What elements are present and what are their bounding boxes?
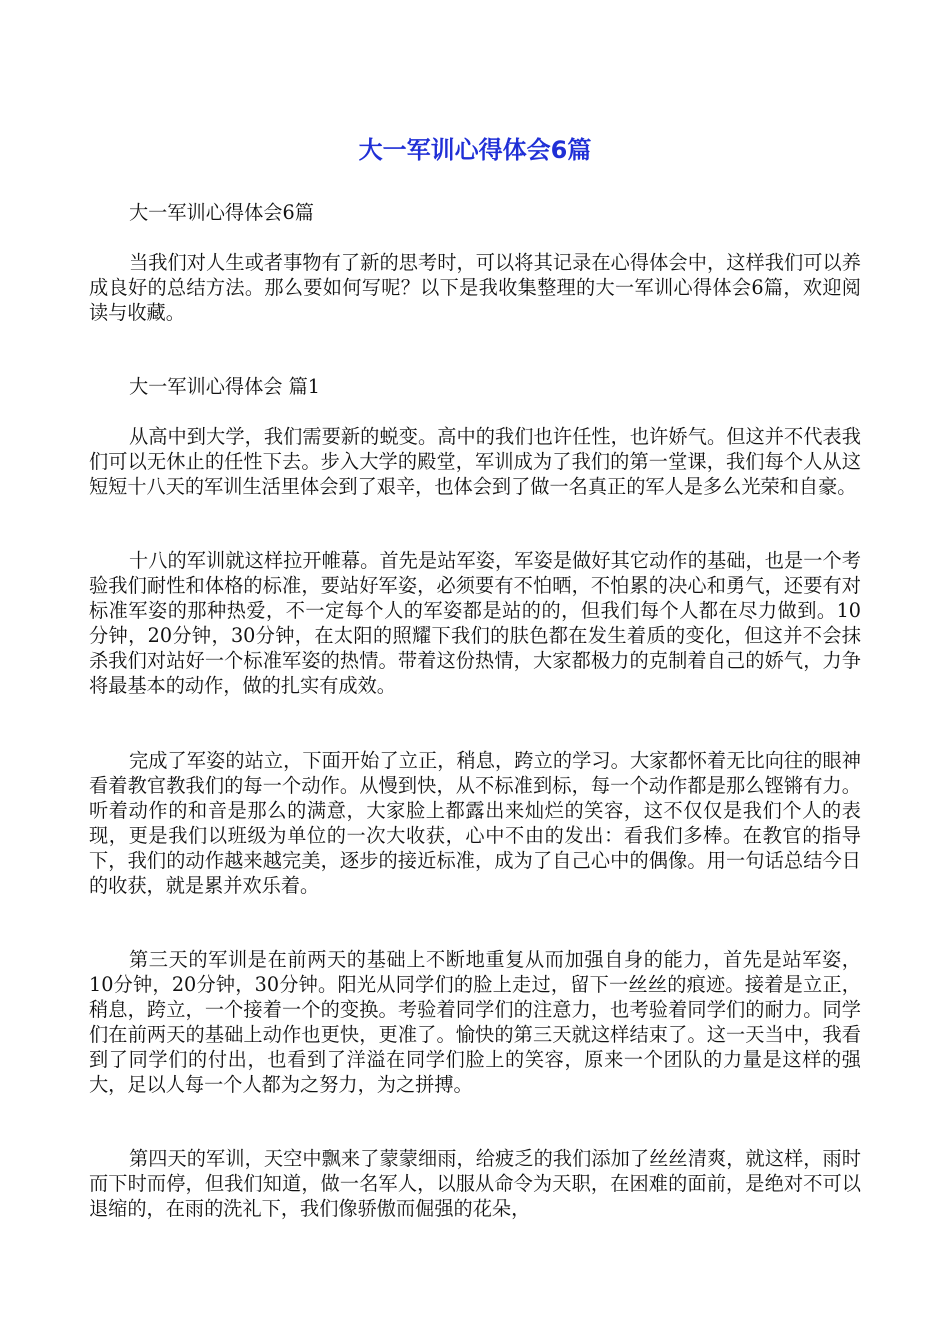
- body-paragraph-2: 十八的军训就这样拉开帷幕。首先是站军姿，军姿是做好其它动作的基础，也是一个考验我们耐性和体格的标准，要站好军姿，必须要有不怕晒，不怕累的决心和勇气，还要有对标准军姿的那种热爱，不一定每个人的军姿都是站的的，但我们每个人都在尽力做到。10分钟，20分钟，30分钟，在太阳的照耀下我们的肤色都在发生着质的变化，但这并不会抹杀我们对站好一个标准军姿的热情。带着这份热情，大家都极力的克制着自己的娇气，力争将最基本的动作，做的扎实有成效。: [89, 549, 861, 697]
- body-paragraph-1: 从高中到大学，我们需要新的蜕变。高中的我们也许任性，也许娇气。但这并不代表我们可以无休止的任性下去。步入大学的殿堂，军训成为了我们的第一堂课，我们每个人从这短短十八天的军训生活里体会到了艰辛，也体会到了做一名真正的军人是多么光荣和自豪。: [89, 425, 861, 498]
- body-paragraph-4: 第三天的军训是在前两天的基础上不断地重复从而加强自身的能力，首先是站军姿，10分钟，20分钟，30分钟。阳光从同学们的脸上走过，留下一丝丝的痕迹。接着是立正，稍息，跨立，一个接着一个的变换。考验着同学们的注意力，也考验着同学们的耐力。同学们在前两天的基础上动作也更快，更准了。愉快的第三天就这样结束了。这一天当中，我看到了同学们的付出，也看到了洋溢在同学们脸上的笑容，原来一个团队的力量是这样的强大，足以人每一个人都为之努力，为之拼搏。: [89, 948, 861, 1096]
- document-subtitle: 大一军训心得体会6篇: [129, 201, 314, 224]
- body-paragraph-5: 第四天的军训，天空中飘来了蒙蒙细雨，给疲乏的我们添加了丝丝清爽，就这样，雨时而下时而停，但我们知道，做一名军人，以服从命令为天职，在困难的面前，是绝对不可以退缩的，在雨的洗礼下，我们像骄傲而倔强的花朵，: [89, 1147, 861, 1220]
- section-heading: 大一军训心得体会 篇1: [129, 375, 320, 398]
- document-title: 大一军训心得体会6篇: [358, 136, 592, 164]
- body-paragraph-3: 完成了军姿的站立，下面开始了立正，稍息，跨立的学习。大家都怀着无比向往的眼神看着教官教我们的每一个动作。从慢到快，从不标准到标，每一个动作都是那么铿锵有力。听着动作的和音是那么的满意，大家脸上都露出来灿烂的笑容，这不仅仅是我们个人的表现，更是我们以班级为单位的一次大收获，心中不由的发出：看我们多棒。在教官的指导下，我们的动作越来越完美，逐步的接近标准，成为了自己心中的偶像。用一句话总结今日的收获，就是累并欢乐着。: [89, 749, 861, 897]
- intro-paragraph: 当我们对人生或者事物有了新的思考时，可以将其记录在心得体会中，这样我们可以养成良好的总结方法。那么要如何写呢？以下是我收集整理的大一军训心得体会6篇，欢迎阅读与收藏。: [89, 251, 861, 324]
